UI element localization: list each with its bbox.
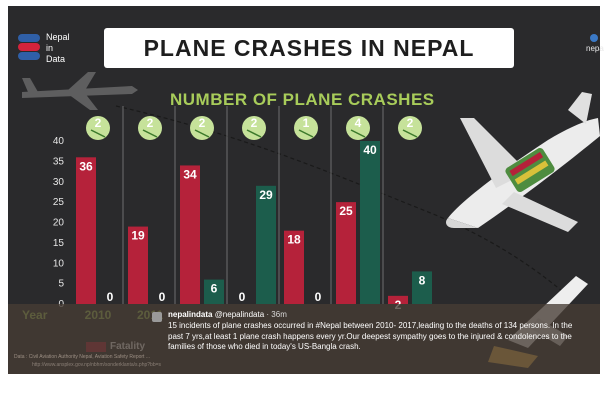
crash-count-label: 2 xyxy=(146,116,154,130)
brand-line-1: Nepal xyxy=(46,32,70,42)
corner-logo-icon xyxy=(590,34,598,42)
fatality-bar xyxy=(76,157,96,304)
fatality-value-label: 34 xyxy=(183,167,197,182)
tweet-author-name[interactable]: nepalindata xyxy=(168,310,213,319)
poster-title: PLANE CRASHES IN NEPAL xyxy=(143,34,475,61)
y-tick-label: 25 xyxy=(52,197,64,209)
y-tick-label: 5 xyxy=(58,278,64,290)
fatality-value-label: 25 xyxy=(339,204,353,219)
series-2-value-label: 6 xyxy=(210,281,218,296)
crash-count-label: 2 xyxy=(250,116,258,130)
series-2-value-label: 0 xyxy=(106,290,114,304)
airplane-icon xyxy=(446,92,600,232)
chart-plot-area xyxy=(22,106,432,322)
y-tick-label: 15 xyxy=(52,237,64,249)
series-2-value-label: 0 xyxy=(314,290,322,304)
series-2-bar xyxy=(256,186,276,304)
tweet-header xyxy=(168,310,287,319)
tweet-author-handle[interactable]: @nepalindata xyxy=(214,310,265,319)
series-2-value-label: 29 xyxy=(259,187,273,202)
crash-count-label: 2 xyxy=(406,116,414,130)
y-tick-label: 20 xyxy=(52,217,64,229)
series-2-value-label: 40 xyxy=(363,143,377,157)
series-2-value-label: 8 xyxy=(418,273,426,288)
tweet-time: · 36m xyxy=(266,310,287,319)
fatality-value-label: 19 xyxy=(131,228,145,243)
y-tick-label: 35 xyxy=(52,156,64,168)
brand-name xyxy=(46,32,102,65)
brand-line-3: Data xyxy=(46,54,66,64)
fatality-value-label: 18 xyxy=(287,232,301,247)
series-2-value-label: 0 xyxy=(158,290,166,304)
brand-block xyxy=(12,30,102,74)
tweet-text: 15 incidents of plane crashes occurred in #Nepal between 2010- 2017,leading to the deaths of 134 persons. In the past 7 yrs,at least 1 plane crash happens every yr.Our deepest sympathy goes to the injured & condolences to the families of those who died in today's US-Bangla crash. xyxy=(168,321,573,351)
crash-count-label: 4 xyxy=(354,116,362,130)
title-banner xyxy=(104,28,514,68)
crash-count-label: 2 xyxy=(198,116,206,130)
source-note: Data : Civil Aviation Authority Nepal, Aviation Safety Report ... xyxy=(14,354,150,360)
fatality-value-label: 0 xyxy=(238,290,246,304)
chart-subtitle: NUMBER OF PLANE CRASHES xyxy=(170,90,435,109)
source-url[interactable]: http://www.ansplex.gov.np/nbhm/sonderklanta/s.php?bb=s xyxy=(32,362,162,368)
y-tick-label: 10 xyxy=(52,258,64,270)
series-2-bar xyxy=(360,141,380,304)
crash-count-label: 1 xyxy=(302,116,310,130)
y-tick-label: 30 xyxy=(52,176,64,188)
corner-logo-text: nepa xyxy=(586,44,604,53)
infographic-poster xyxy=(8,6,604,374)
y-tick-label: 40 xyxy=(52,136,64,147)
avatar[interactable] xyxy=(152,312,162,322)
crash-count-label: 2 xyxy=(94,116,102,130)
fatality-value-label: 36 xyxy=(79,159,93,174)
brand-line-2: in xyxy=(46,43,54,53)
corner-logo xyxy=(586,34,604,64)
fatality-bar xyxy=(180,165,200,304)
brand-logo-icon xyxy=(16,32,42,62)
small-plane-icon xyxy=(22,72,138,110)
